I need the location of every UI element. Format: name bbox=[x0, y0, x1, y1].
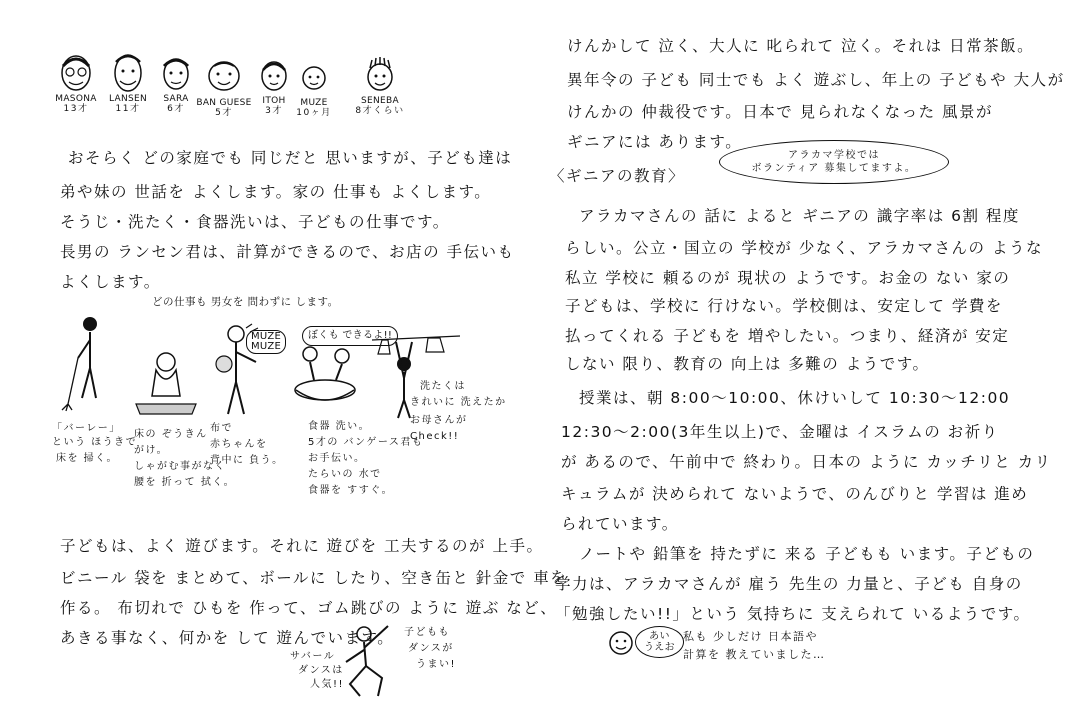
text-line: けんかして 泣く、大人に 叱られて 泣く。それは 日常茶飯。 bbox=[567, 37, 1035, 55]
text-line: ギニアには あります。 bbox=[567, 133, 743, 151]
right-page bbox=[505, 0, 1065, 716]
child-portrait-seneba bbox=[348, 50, 412, 116]
author-speech-bubble bbox=[635, 626, 684, 658]
child-age: 8才くらい bbox=[355, 106, 405, 116]
seneba-face-icon bbox=[358, 50, 402, 96]
muze-tag-line: MUZE bbox=[251, 331, 282, 342]
text-line: らしい。公立・国立の 学校が 少なく、アラカマさんの ような bbox=[565, 239, 1043, 257]
text-line: けんかの 仲裁役です。日本で 見られなくなった 風景が bbox=[567, 103, 994, 121]
caption-line: 腰を 折って 拭く。 bbox=[134, 477, 236, 488]
section-title: 〈ギニアの教育〉 bbox=[549, 167, 686, 185]
text-line: 学力は、アラカマさんが 雇う 先生の 力量と、子ども 自身の bbox=[555, 575, 1023, 593]
sweeping-illustration bbox=[60, 312, 120, 412]
caption-line: がけ。 bbox=[134, 445, 169, 456]
text-line: 12:30〜2:00(3年生以上)で、金曜は イスラムの お祈り bbox=[561, 423, 999, 441]
caption-line: 食器を すすぐ。 bbox=[308, 485, 394, 496]
masona-face-icon bbox=[54, 48, 98, 94]
caption-line: 床を 掃く。 bbox=[56, 453, 118, 464]
child-name: SENEBA bbox=[361, 96, 399, 106]
bubble-line: アラカマ学校では bbox=[788, 150, 880, 161]
muze-face-icon bbox=[292, 52, 336, 98]
child-name: MUZE bbox=[300, 98, 328, 108]
text-line: 払ってくれる 子どもを 増やしたい。つまり、経済が 安定 bbox=[565, 327, 1010, 345]
caption-line: 背中に 負う。 bbox=[210, 455, 284, 466]
illustration-title: どの仕事も 男女を 問わずに します。 bbox=[152, 296, 339, 308]
text-line: 異年令の 子ども 同士でも よく 遊ぶし、年上の 子どもや 大人が bbox=[567, 71, 1065, 89]
bubble-line: ボランティア 募集してますよ。 bbox=[751, 163, 917, 174]
floor-wiping-illustration bbox=[126, 348, 206, 418]
author-face-icon bbox=[607, 628, 635, 658]
caption-line: Check!! bbox=[410, 431, 460, 442]
text-line: ノートや 鉛筆を 持たずに 来る 子どもも います。子どもの bbox=[579, 545, 1035, 563]
caption-line: お母さんが bbox=[410, 415, 468, 426]
bubble-line: うえお bbox=[644, 642, 675, 653]
child-age: 5才 bbox=[215, 108, 233, 118]
child-age: 13才 bbox=[63, 104, 89, 114]
muze-tag-bubble bbox=[246, 330, 286, 354]
text-line: 弟や妹の 世話を よくします。家の 仕事も よくします。 bbox=[60, 183, 492, 201]
caption-line: 計算を 教えていました… bbox=[683, 648, 826, 661]
child-age: 11才 bbox=[115, 104, 141, 114]
child-portrait-muze bbox=[282, 52, 346, 118]
text-line: が あるので、午前中で 終わり。日本の ように カッチリと カリ bbox=[561, 453, 1052, 471]
caption-line: サバール bbox=[290, 651, 336, 662]
caption-line: 布で bbox=[210, 423, 233, 434]
muze-tag-line: MUZE bbox=[251, 341, 282, 352]
caption-line: 食器 洗い。 bbox=[308, 421, 371, 432]
child-name: MASONA bbox=[55, 94, 97, 104]
caption-line: お手伝い。 bbox=[308, 453, 366, 464]
caption-line: 私も 少しだけ 日本語や bbox=[683, 630, 818, 643]
caption-line: きれいに 洗えたか bbox=[410, 397, 507, 408]
text-line: あきる事なく、何かを して 遊んでいます。 bbox=[60, 629, 395, 647]
caption-line: 洗たくは bbox=[420, 381, 466, 392]
volunteer-speech-bubble bbox=[719, 140, 949, 184]
caption-line: 人気!! bbox=[310, 679, 345, 690]
text-line: おそらく どの家庭でも 同じだと 思いますが、子ども達は bbox=[68, 149, 513, 167]
child-name: SARA bbox=[163, 94, 189, 104]
text-line: 授業は、朝 8:00〜10:00、休けいして 10:30〜12:00 bbox=[579, 389, 1011, 407]
caption-line: という ほうきで bbox=[52, 437, 138, 448]
caption-line: たらいの 水で bbox=[308, 469, 382, 480]
text-line: しない 限り、教育の 向上は 多難の ようです。 bbox=[565, 355, 930, 373]
bubble-line: あい bbox=[649, 631, 670, 642]
child-age: 6才 bbox=[167, 104, 185, 114]
text-line: アラカマさんの 話に よると ギニアの 識字率は 6割 程度 bbox=[579, 207, 1020, 225]
text-line: キュラムが 決められて ないようで、のんびりと 学習は 進め bbox=[561, 485, 1029, 503]
caption-line: 床の ぞうきん bbox=[134, 429, 208, 440]
text-line: ビニール 袋を まとめて、ボールに したり、空き缶と 針金で 車を bbox=[60, 569, 568, 587]
child-age: 3才 bbox=[265, 106, 283, 116]
caption-line: ダンスが bbox=[408, 643, 454, 654]
caption-line: 赤ちゃんを bbox=[210, 439, 268, 450]
caption-line: 子どもも bbox=[404, 627, 450, 638]
child-name: LANSEN bbox=[108, 94, 148, 104]
dancing-figure-illustration bbox=[338, 622, 398, 702]
caption-line: 「バーレー」 bbox=[52, 423, 121, 434]
text-line: 子どもは、よく 遊びます。それに 遊びを 工夫するのが 上手。 bbox=[60, 537, 544, 555]
text-line: 子どもは、学校に 行けない。学校側は、安定して 学費を bbox=[565, 297, 1003, 315]
caption-line: ダンスは bbox=[298, 665, 344, 676]
child-age: 10ヶ月 bbox=[296, 108, 332, 118]
caption-line: 5才の バンゲース君も bbox=[308, 437, 424, 448]
bangurse-face-icon bbox=[202, 52, 246, 98]
text-line: られています。 bbox=[561, 515, 679, 533]
text-line: 私立 学校に 頼るのが 現状の ようです。お金の ない 家の bbox=[565, 269, 1011, 287]
text-line: 長男の ランセン君は、計算ができるので、お店の 手伝いも bbox=[60, 243, 515, 261]
text-line: 「勉強したい!!」という 気持ちに 支えられて いるようです。 bbox=[555, 605, 1031, 623]
child-name: BAN GUESE bbox=[196, 98, 252, 108]
caption-line: しゃがむ事がなく bbox=[134, 461, 226, 472]
child-name: ITOH bbox=[262, 96, 286, 106]
text-line: そうじ・洗たく・食器洗いは、子どもの仕事です。 bbox=[60, 213, 450, 231]
dish-washing-illustration bbox=[288, 340, 362, 410]
dishes-speech-bubble: ぼくも できるよ!! bbox=[302, 326, 398, 346]
text-line: 作る。 布切れで ひもを 作って、ゴム跳びの ように 遊ぶ など、 bbox=[60, 599, 558, 617]
text-line: よくします。 bbox=[60, 273, 161, 291]
caption-line: うまい! bbox=[416, 659, 457, 670]
